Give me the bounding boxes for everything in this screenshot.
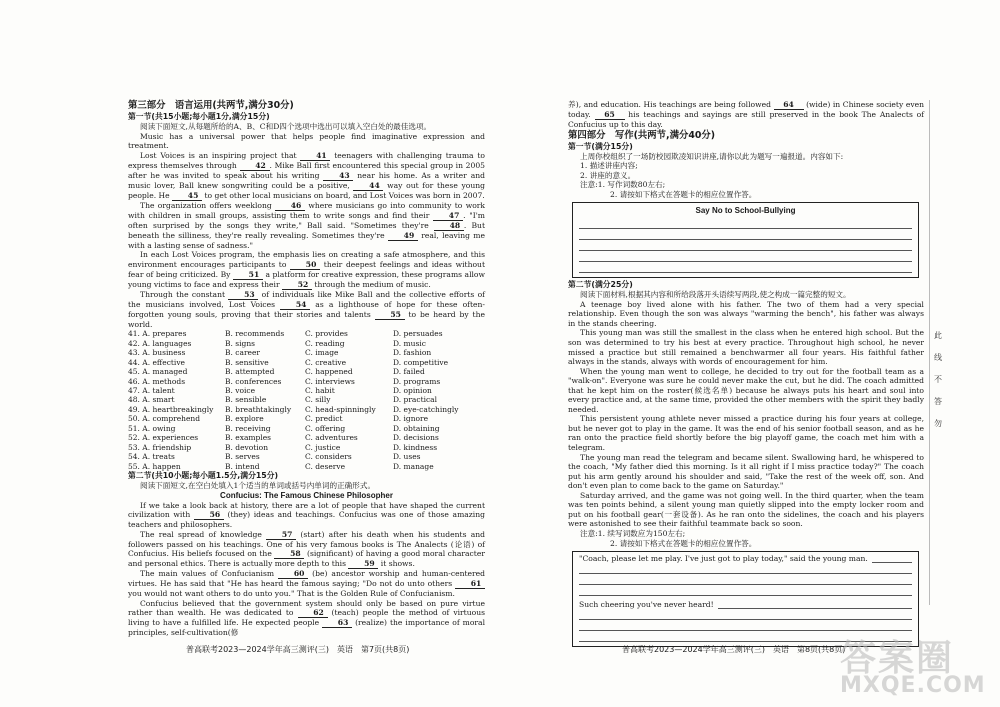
blank-49[interactable]: 49 bbox=[388, 232, 418, 241]
option-46-B[interactable]: B. conferences bbox=[225, 376, 282, 386]
option-55-D[interactable]: D. manage bbox=[393, 461, 434, 471]
blank-60[interactable]: 60 bbox=[278, 570, 308, 579]
blank-50[interactable]: 50 bbox=[290, 261, 320, 270]
continuation-opening-2 bbox=[579, 596, 912, 609]
page-8-footer: 普高联考2023—2024学年高三测评(三) 英语 第8页(共8页) bbox=[622, 645, 846, 654]
option-52-A[interactable]: 52. A. experiences bbox=[128, 433, 199, 443]
option-49-B[interactable]: B. breathtakingly bbox=[225, 404, 292, 414]
blank-65[interactable]: 65 bbox=[595, 111, 625, 120]
option-50-C[interactable]: C. predict bbox=[305, 414, 343, 424]
blank-42[interactable]: 42 bbox=[240, 162, 270, 171]
option-50-D[interactable]: D. ignore bbox=[393, 414, 429, 424]
answer-line bbox=[579, 585, 912, 596]
answer-line bbox=[579, 218, 912, 229]
part1-instruction: 阅读下面短文,从每题所给的A、B、C和D四个选项中选出可以填入空白处的最佳选项。 bbox=[140, 122, 432, 131]
option-46-A[interactable]: 46. A. methods bbox=[128, 376, 186, 386]
opening-line-1: "Coach, please let me play. I've just got to play today," said the young man. bbox=[579, 553, 868, 563]
blank-63[interactable]: 63 bbox=[322, 619, 352, 628]
option-48-C[interactable]: C. silly bbox=[305, 395, 331, 405]
option-42-B[interactable]: B. signs bbox=[225, 338, 256, 348]
blank-58[interactable]: 58 bbox=[274, 550, 304, 559]
option-43-B[interactable]: B. career bbox=[225, 348, 260, 358]
paragraph: The organization offers weeklong 46 where musicians go into community to work with children in small groups, assisting them to write songs and find their 47 . "I'm often surprised by the songs they write," Ball said. "Sometimes they're 48 . But beneath the silliness, they're really revealing. Sometimes they're 49 real, leaving me with a lasting sense of sadness." bbox=[128, 200, 485, 250]
binding-side-text: 此 线 不 答 勿 bbox=[934, 331, 950, 428]
option-53-C[interactable]: C. justice bbox=[305, 442, 341, 452]
grammar-passage-continued bbox=[568, 100, 924, 130]
answer-line bbox=[579, 229, 912, 240]
blank-57[interactable]: 57 bbox=[266, 531, 296, 540]
story-passage bbox=[568, 300, 924, 529]
answer-line bbox=[579, 262, 912, 273]
writing-1-instr-0: 上周你校组织了一场防校园欺凌知识讲座,请你以此为题写一遍报道。内容如下: bbox=[580, 151, 844, 161]
paragraph: Confucius believed that the government system should only be based on pure virtue rather than wealth. He was dedicated to 62 (teach) people the method of virtuous living to have a fulfilled life. He expected people 63 (realize) the importance of moral principles, self-cultivation(修 bbox=[128, 598, 485, 638]
option-45-D[interactable]: D. failed bbox=[393, 367, 425, 377]
option-44-A[interactable]: 44. A. effective bbox=[128, 357, 185, 367]
option-53-A[interactable]: 53. A. friendship bbox=[128, 442, 192, 452]
watermark-url: MXQE.COM bbox=[840, 673, 986, 698]
option-47-B[interactable]: B. voice bbox=[225, 386, 256, 395]
option-53-D[interactable]: D. kindness bbox=[393, 442, 438, 452]
blank-47[interactable]: 47 bbox=[433, 212, 463, 221]
section-4-title: 第四部分 写作(共两节,满分40分) bbox=[568, 129, 716, 141]
option-43-D[interactable]: D. fashion bbox=[393, 348, 432, 358]
option-45-C[interactable]: C. happened bbox=[305, 367, 353, 377]
blank-53[interactable]: 53 bbox=[228, 291, 258, 300]
answer-line bbox=[579, 251, 912, 262]
option-48-A[interactable]: 48. A. smart bbox=[128, 395, 175, 405]
answer-line bbox=[579, 574, 912, 585]
option-49-A[interactable]: 49. A. heartbreakingly bbox=[128, 404, 214, 414]
paragraph: This young man was still the smallest in the class when he entered high school. But the son was determined to try his best at every practice. Throughout high school, he never missed a practice but still remained a benchwarmer all four years. His faithful father always in the stands, always with words of encouragement for him. bbox=[568, 328, 924, 367]
blank-52[interactable]: 52 bbox=[282, 281, 312, 290]
writing-1-instr-2: 2. 讲座的意义。 bbox=[580, 170, 636, 180]
cloze-passage bbox=[128, 132, 485, 330]
writing-2-note-0: 注意:1. 续写词数应为150左右; bbox=[580, 528, 686, 538]
option-47-D[interactable]: D. opinion bbox=[393, 386, 432, 395]
part2-title: 第二节(共10小题;每小题1.5分,满分15分) bbox=[128, 471, 279, 481]
part2-instruction: 阅读下面短文,在空白处填入1个适当的单词或括号内单词的正确形式。 bbox=[140, 481, 376, 491]
option-53-B[interactable]: B. devotion bbox=[225, 442, 269, 452]
option-52-D[interactable]: D. decisions bbox=[393, 433, 439, 443]
paragraph: In each Lost Voices program, the emphasis lies on creating a safe atmosphere, and this environment encourages participants to 50 their deepest feelings and ideas without fear of being criticized. By 51 a platform for creative expression, these programs allow young victims to face and express their 52 through the medium of music. bbox=[128, 250, 485, 289]
option-51-D[interactable]: D. obtaining bbox=[393, 423, 440, 433]
paragraph: Through the constant 53 of individuals like Mike Ball and the collective efforts of the musicians involved, Lost Voices 54 as a lighthouse of hope for these often-forgotten young souls, proving that their stories and talents 55 to be heard by the world. bbox=[128, 289, 485, 329]
writing-2-note-1: 2. 请按如下格式在答题卡的相应位置作答。 bbox=[610, 538, 757, 548]
blank-56[interactable]: 56 bbox=[194, 511, 224, 520]
writing-1-instr-4: 2. 请按如下格式在答题卡的相应位置作答。 bbox=[610, 189, 757, 199]
option-46-D[interactable]: D. programs bbox=[393, 376, 441, 386]
options-grid bbox=[128, 329, 485, 471]
option-55-B[interactable]: B. intend bbox=[225, 461, 260, 471]
option-44-B[interactable]: B. sensitive bbox=[225, 357, 269, 367]
passage-title: Confucius: The Famous Chinese Philosopher bbox=[220, 490, 393, 500]
writing-1-answer-box[interactable] bbox=[572, 202, 919, 278]
option-52-B[interactable]: B. examples bbox=[225, 433, 272, 443]
paragraph: When the young man went to college, he decided to try out for the football team as a "walk-on". Everyone was sure he could never make the cut, but he did. The coach admitted that he kept him on the roster(候选名单) because he always puts his heart and soul into every practice and, at the same time, provided the other members with the spirit they badly needed. bbox=[568, 366, 924, 414]
paragraph: A teenage boy lived alone with his father. The two of them had a very special relationship. Even though the son was always "warming the bench", his father was always in the stands cheering. bbox=[568, 299, 924, 328]
option-51-A[interactable]: 51. A. owing bbox=[128, 423, 176, 433]
option-43-A[interactable]: 43. A. business bbox=[128, 348, 186, 358]
option-51-B[interactable]: B. receiving bbox=[225, 423, 271, 433]
option-45-A[interactable]: 45. A. managed bbox=[128, 367, 188, 377]
blank-61[interactable]: 61 bbox=[455, 580, 485, 589]
option-44-D[interactable]: D. competitive bbox=[393, 357, 449, 367]
option-54-D[interactable]: D. uses bbox=[393, 452, 421, 462]
continuation-opening-1 bbox=[579, 552, 912, 563]
option-49-D[interactable]: D. eye-catchingly bbox=[393, 404, 459, 414]
watermark-logo-text: 答案圈 bbox=[840, 638, 955, 679]
writing-1-instr-3: 注意:1. 写作词数80左右; bbox=[580, 180, 666, 190]
blank-55[interactable]: 55 bbox=[375, 311, 405, 320]
option-51-C[interactable]: C. offering bbox=[305, 423, 346, 433]
option-52-C[interactable]: C. adventures bbox=[305, 433, 358, 443]
paragraph: Lost Voices is an inspiring project that 41 teenagers with challenging trauma to express themselves through 42 . Mike Ball first encountered this special group in 2005 after he was invited to speak about his writing 43 near his home. As a writer and music lover, Ball knew songwriting could be a positive, 44 way out for these young people. He 45 to get other local musicians on board, and Lost Voices was born in 2007. bbox=[128, 150, 485, 200]
blank-43[interactable]: 43 bbox=[323, 172, 353, 181]
paragraph: This persistent young athlete never missed a practice during his four years at college, but he never got to play in the game. It was the end of his senior football season, and as he ran onto the practice field shortly before the big playoff game, the coach met him with a telegram. bbox=[568, 414, 924, 453]
option-42-D[interactable]: D. music bbox=[393, 338, 426, 348]
blank-48[interactable]: 48 bbox=[434, 222, 464, 231]
paragraph: The main values of Confucianism 60 (be) ancestor worship and human-centered virtues. He has said that "He has heard the famous saying; "Do not do unto others 61 you would not want others to do unto you." That is the Golden Rule of Confucianism. bbox=[128, 569, 485, 599]
option-46-C[interactable]: C. interviews bbox=[305, 376, 355, 386]
binding-line bbox=[929, 100, 930, 605]
option-50-A[interactable]: 50. A. comprehend bbox=[128, 414, 201, 424]
answer-line bbox=[579, 609, 912, 620]
blank-51[interactable]: 51 bbox=[233, 271, 263, 280]
paragraph: The real spread of knowledge 57 (start) after his death when his students and followers passed on his teachings. One of his very famous books is The Analects (论语) of Confucius. His beliefs focused on the 58 (significant) of having a good moral character and personal ethics. There is actually more depth to this 59 it shows. bbox=[128, 529, 485, 569]
blank-46[interactable]: 46 bbox=[275, 202, 305, 211]
option-43-C[interactable]: C. image bbox=[305, 348, 339, 358]
answer-line bbox=[579, 240, 912, 251]
part1-title: 第一节(共15小题;每小题1分,满分15分) bbox=[128, 112, 270, 121]
option-41-B[interactable]: B. recommends bbox=[225, 329, 285, 339]
option-47-A[interactable]: 47. A. talent bbox=[128, 386, 175, 395]
blank-54[interactable]: 54 bbox=[280, 301, 310, 310]
option-55-A[interactable]: 55. A. happen bbox=[128, 461, 181, 471]
page-7 bbox=[128, 100, 485, 638]
blank-44[interactable]: 44 bbox=[353, 182, 383, 191]
option-54-B[interactable]: B. serves bbox=[225, 452, 260, 462]
answer-line bbox=[579, 563, 912, 574]
option-47-C[interactable]: C. habit bbox=[305, 386, 335, 395]
option-48-B[interactable]: B. sensible bbox=[225, 395, 267, 405]
page-8 bbox=[568, 100, 924, 649]
writing-1-title: 第一节(满分15分) bbox=[568, 141, 633, 151]
option-42-C[interactable]: C. reading bbox=[305, 338, 345, 348]
paragraph: 养), and education. His teachings are being followed 64 (wide) in Chinese society even today. 65 his teachings and sayings are still preserved in the book The Analects of Confucius up to this day. bbox=[568, 100, 925, 129]
option-50-B[interactable]: B. explore bbox=[225, 414, 264, 424]
paragraph: Music has a universal power that helps people find imaginative expression and treatment. bbox=[128, 131, 485, 151]
option-49-C[interactable]: C. head-spinningly bbox=[305, 404, 376, 414]
option-45-B[interactable]: B. attempted bbox=[225, 367, 275, 377]
option-41-C[interactable]: C. provides bbox=[305, 329, 348, 339]
page-7-footer: 普高联考2023—2024学年高三测评(三) 英语 第7页(共8页) bbox=[186, 645, 410, 654]
paragraph: The young man read the telegram and became silent. Swallowing hard, he whispered to the coach, "My father died this morning. Is it all right if I miss practice today?" The coach put his arm gently around his shoulder and said, "Take the rest of the week off, son. And don't even plan to come back to the game on Saturday." bbox=[568, 452, 924, 491]
option-54-C[interactable]: C. considers bbox=[305, 452, 352, 462]
option-42-A[interactable]: 42. A. languages bbox=[128, 338, 192, 348]
blank-41[interactable]: 41 bbox=[300, 152, 330, 161]
blank-64[interactable]: 64 bbox=[774, 101, 804, 110]
grammar-passage bbox=[128, 501, 485, 638]
opening-line-2: Such cheering you've never heard! bbox=[579, 599, 714, 609]
writing-1-instr-1: 1. 描述讲座内容; bbox=[580, 161, 638, 171]
paragraph: If we take a look back at history, there are a lot of people that have shaped the current civilization with 56 (they) ideas and teachings. Confucius was one of those amazing teachers and philosophers. bbox=[128, 500, 485, 530]
writing-2-title: 第二节(满分25分) bbox=[568, 280, 633, 290]
option-41-A[interactable]: 41. A. prepares bbox=[128, 329, 187, 339]
site-watermark bbox=[840, 630, 990, 702]
paragraph: Saturday arrived, and the game was not going well. In the third quarter, when the team was ten points behind, a silent young man quietly slipped into the empty locker room and put on his football gear(一套设备). As he ran onto the sidelines, the coach and his players were astonished to see their faithful teammate back so soon. bbox=[568, 490, 924, 529]
writing-1-box-title: Say No to School-Bullying bbox=[695, 206, 796, 216]
writing-2-instruction: 阅读下面材料,根据其内容和所给段落开头语续写两段,使之构成一篇完整的短文。 bbox=[580, 290, 851, 300]
option-44-C[interactable]: C. creative bbox=[305, 357, 347, 367]
section-3-title: 第三部分 语言运用(共两节,满分30分) bbox=[128, 100, 294, 111]
blank-59[interactable]: 59 bbox=[348, 560, 378, 569]
option-48-D[interactable]: D. practical bbox=[393, 395, 438, 405]
blank-62[interactable]: 62 bbox=[298, 609, 328, 618]
blank-45[interactable]: 45 bbox=[172, 192, 202, 201]
option-55-C[interactable]: C. deserve bbox=[305, 461, 346, 471]
option-41-D[interactable]: D. persuades bbox=[393, 329, 443, 339]
option-54-A[interactable]: 54. A. treats bbox=[128, 452, 175, 462]
